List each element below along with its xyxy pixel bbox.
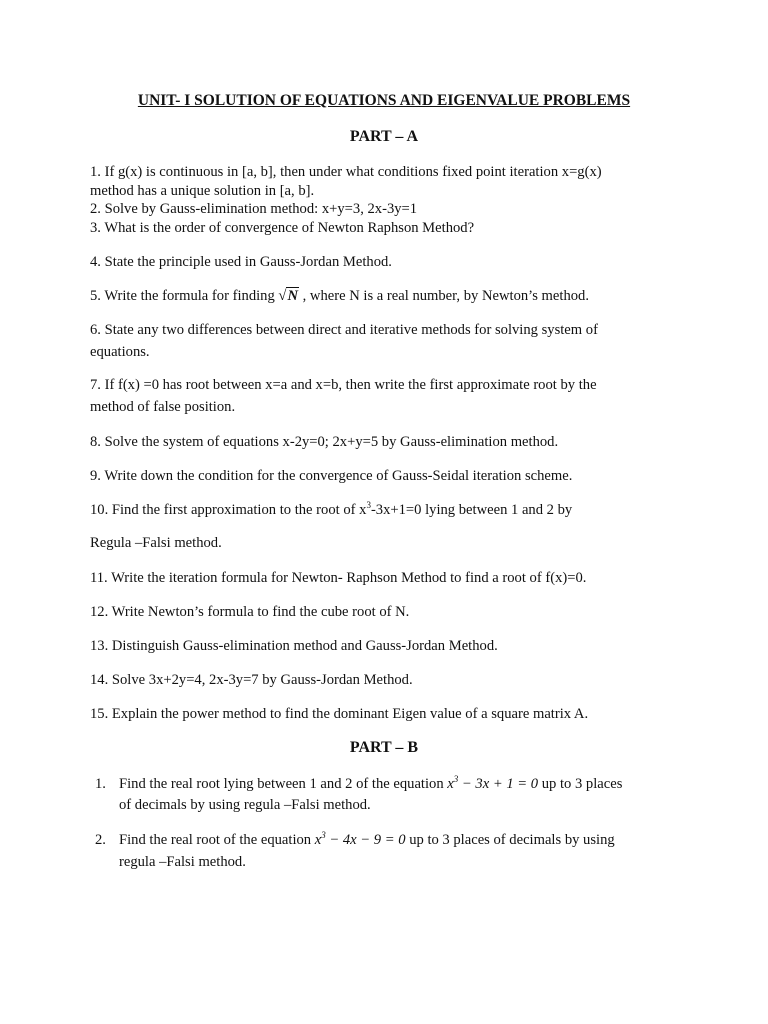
question-10-exponent: 3 (366, 500, 371, 511)
question-7 (90, 374, 690, 418)
question-6-line-1: 6. State any two differences between direct and iterative methods for solving system of (90, 322, 598, 338)
question-2: 2. Solve by Gauss-elimination method: x+y=3, 2x-3y=1 (90, 201, 418, 217)
question-1 (90, 161, 690, 202)
equation-base: x (447, 776, 454, 792)
part-b-item-2-line-1 (119, 829, 684, 851)
equation-base: x (314, 832, 322, 848)
question-15: 15. Explain the power method to find the dominant Eigen value of a square matrix A. (90, 706, 589, 722)
square-root-radicand: N (287, 288, 298, 304)
question-10-text-before: 10. Find the first approximation to the root of x (90, 502, 367, 518)
square-root-symbol: √N (278, 288, 298, 304)
question-12: 12. Write Newton’s formula to find the cube root of N. (90, 604, 410, 620)
part-b-item-2 (119, 829, 684, 873)
equation-exponent: 3 (453, 774, 459, 785)
part-a-heading: PART – A (349, 128, 419, 145)
question-6 (90, 319, 690, 363)
question-4: 4. State the principle used in Gauss-Jordan Method. (90, 254, 392, 270)
part-b-item-2-number: 2. (95, 832, 106, 848)
part-b-item-2-equation (315, 832, 406, 848)
equation-rest: − 4x − 9 = 0 (325, 832, 406, 848)
question-10-text-after: -3x+1=0 lying between 1 and 2 by (370, 502, 573, 518)
part-b-item-2-text-after: up to 3 places of decimals by using (405, 832, 615, 848)
unit-title: UNIT- I SOLUTION OF EQUATIONS AND EIGENVALUE PROBLEMS (137, 92, 631, 109)
question-1-line-1: 1. If g(x) is continuous in [a, b], then under what conditions fixed point iteration x=g(x) (90, 164, 602, 180)
part-b-heading: PART – B (349, 739, 419, 756)
question-14: 14. Solve 3x+2y=4, 2x-3y=7 by Gauss-Jordan Method. (90, 672, 413, 688)
part-b-item-1-line-2: of decimals by using regula –Falsi method. (119, 797, 371, 813)
question-6-line-2: equations. (90, 344, 150, 360)
question-7-line-2: method of false position. (90, 399, 236, 415)
question-8: 8. Solve the system of equations x-2y=0; 2x+y=5 by Gauss-elimination method. (90, 434, 559, 450)
part-b-item-1-equation (447, 776, 538, 792)
part-b-item-1-line-1 (119, 773, 684, 795)
question-10 (90, 499, 690, 521)
question-3: 3. What is the order of convergence of Newton Raphson Method? (90, 220, 475, 236)
question-7-line-1: 7. If f(x) =0 has root between x=a and x=b, then write the first approximate root by the (90, 377, 597, 393)
equation-rest: − 3x + 1 = 0 (458, 776, 539, 792)
question-5-text-before: 5. Write the formula for finding (90, 288, 279, 304)
question-5-text-after: , where N is a real number, by Newton’s method. (298, 288, 589, 304)
part-b-item-2-text-before: Find the real root of the equation (119, 832, 315, 848)
part-b-item-1-text-after: up to 3 places (538, 776, 623, 792)
part-b-item-1 (119, 773, 684, 816)
question-1-line-2: method has a unique solution in [a, b]. (90, 183, 315, 199)
part-b-item-1-number: 1. (95, 776, 106, 792)
question-11: 11. Write the iteration formula for Newton- Raphson Method to find a root of f(x)=0. (90, 570, 587, 586)
question-9: 9. Write down the condition for the convergence of Gauss-Seidal iteration scheme. (90, 468, 573, 484)
part-b-item-2-line-2: regula –Falsi method. (119, 854, 246, 870)
question-13: 13. Distinguish Gauss-elimination method and Gauss-Jordan Method. (90, 638, 498, 654)
equation-exponent: 3 (321, 830, 326, 841)
question-10-line-2: Regula –Falsi method. (90, 535, 222, 551)
part-b-item-1-text-before: Find the real root lying between 1 and 2 of the equation (119, 776, 448, 792)
question-5 (90, 285, 690, 307)
